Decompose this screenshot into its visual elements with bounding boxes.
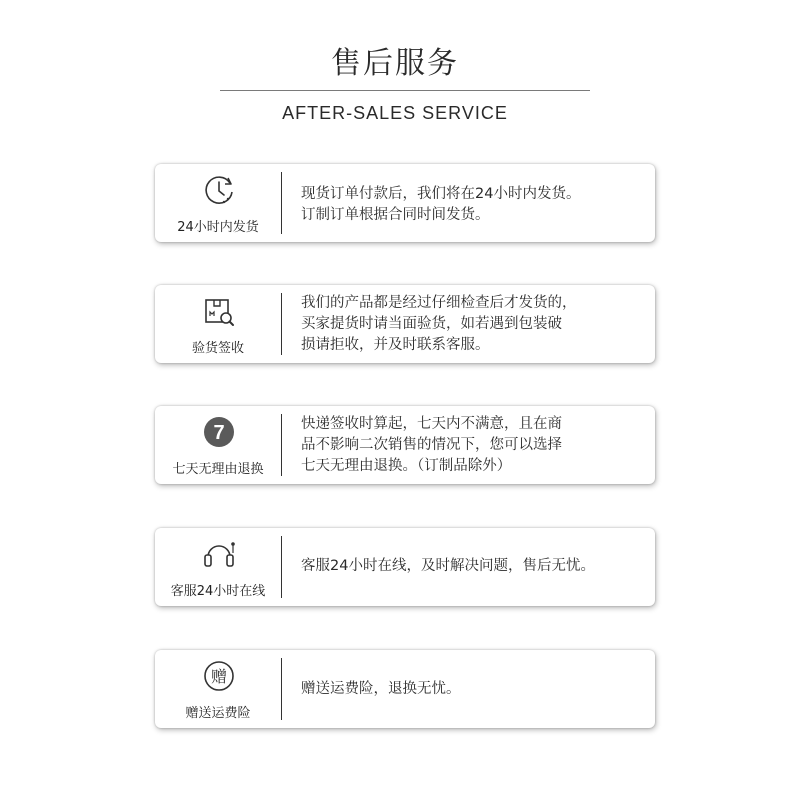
page-subtitle: AFTER-SALES SERVICE	[282, 103, 508, 123]
service-description: 客服24小时在线，及时解决问题，售后无忧。	[301, 558, 595, 574]
card-divider	[281, 536, 282, 598]
page-title: 售后服务	[331, 46, 459, 81]
service-label: 24小时内发货	[177, 220, 259, 235]
seven-days-icon	[202, 415, 236, 449]
service-label: 客服24小时在线	[170, 584, 266, 599]
service-card-shipping	[155, 164, 655, 242]
card-divider	[281, 293, 282, 355]
service-card-support	[155, 528, 655, 606]
clock-refresh-icon	[202, 173, 236, 207]
gift-char: 赠	[210, 667, 228, 686]
service-card-insurance	[155, 650, 655, 728]
service-card-inspection	[155, 285, 655, 363]
card-divider	[281, 414, 282, 476]
service-label: 验货签收	[191, 341, 244, 356]
seven-days-number: 7	[213, 422, 225, 444]
package-inspect-icon	[202, 294, 236, 328]
service-description: 快递签收时算起，七天内不满意，且在商 品不影响二次销售的情况下，您可以选择 七天无理由退换。（订制品除外）	[301, 416, 562, 474]
service-card-left	[155, 285, 281, 363]
service-card-left	[155, 164, 281, 242]
gift-insurance-icon	[202, 659, 236, 693]
card-divider	[281, 172, 282, 234]
service-card-return	[155, 406, 655, 484]
service-card-left	[155, 650, 281, 728]
service-card-left	[155, 406, 281, 484]
service-label: 赠送运费险	[185, 706, 251, 721]
service-description: 赠送运费险，退换无忧。	[301, 681, 461, 697]
service-description: 我们的产品都是经过仔细检查后才发货的， 买家提货时请当面验货，如若遇到包装破 损请拒收，并及时联系客服。	[301, 295, 577, 353]
service-description: 现货订单付款后，我们将在24小时内发货。 订制订单根据合同时间发货。	[301, 186, 581, 223]
service-card-left	[155, 528, 281, 606]
headset-icon	[202, 537, 236, 571]
title-divider	[220, 90, 590, 91]
service-label: 七天无理由退换	[172, 462, 264, 477]
card-divider	[281, 658, 282, 720]
